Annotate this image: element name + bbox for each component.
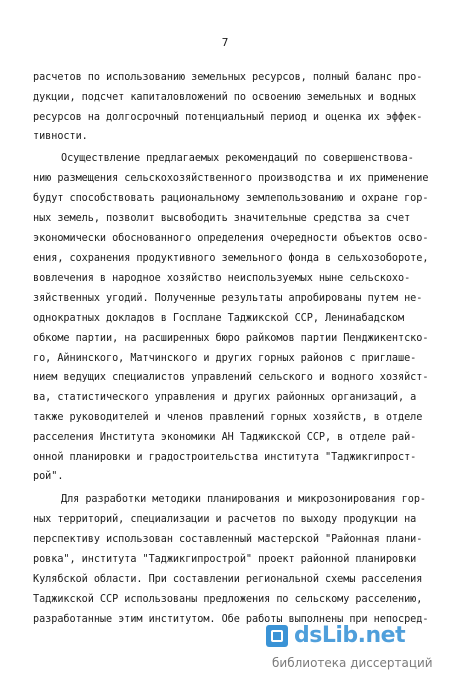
text-line: ения, сохранения продуктивного земельного фонда в сельхозобороте, <box>33 253 429 264</box>
text-line: онной планировки и градостроительства института "Таджикгипрост- <box>33 452 417 463</box>
text-line: ных земель, позволит высвободить значительные средства за счет <box>33 213 411 224</box>
text-line: обкоме партии, на расширенных бюро райкомов партии Пенджикентско- <box>33 333 429 344</box>
text-line: ва, статистического управления и других районных организаций, а <box>33 392 417 403</box>
text-line: будут способствовать рациональному землепользованию и охране гор- <box>33 193 429 204</box>
watermark-subtitle: библиотека диссертаций <box>272 656 433 670</box>
text-line: Для разработки методики планирования и микрозонирования гор- <box>61 494 427 505</box>
text-line: тивности. <box>33 131 88 142</box>
text-line: ровка", института "Таджикгипрострой" проект районной планировки <box>33 554 417 565</box>
text-line: нием ведущих специалистов управлений сельского и водного хозяйст- <box>33 372 429 383</box>
text-line: рой". <box>33 471 64 482</box>
text-line: разработанные этим институтом. Обе работы выполнены при непосред- <box>33 614 429 625</box>
text-line: перспективу использован составленный мастерской "Районная плани- <box>33 534 423 545</box>
text-line: экономически обоснованного определения очередности объектов осво- <box>33 233 429 244</box>
text-line: нию размещения сельскохозяйственного производства и их применение <box>33 173 429 184</box>
watermark-brand: dsLib.net <box>294 623 406 648</box>
text-line: дукции, подсчет капиталовложений по освоению земельных и водных <box>33 92 417 103</box>
text-line: вовлечения в народное хозяйство неиспользуемых ныне сельскохо- <box>33 273 411 284</box>
text-line: также руководителей и членов правлений горных хозяйств, в отделе <box>33 412 423 423</box>
dslib-watermark[interactable] <box>266 625 436 679</box>
text-line: ных территорий, специализации и расчетов по выходу продукции на <box>33 514 417 525</box>
text-line: ресурсов на долгосрочный потенциальный период и оценка их эффек- <box>33 112 423 123</box>
dslib-logo-icon <box>266 625 288 647</box>
page-number: 7 <box>221 36 229 49</box>
text-line: расселения Института экономики АН Таджикской ССР, в отделе рай- <box>33 432 417 443</box>
text-line: Кулябской области. При составлении региональной схемы расселения <box>33 574 423 585</box>
text-line: зяйственных угодий. Полученные результаты апробированы путем не- <box>33 293 423 304</box>
text-line: Осуществление предлагаемых рекомендаций по совершенствова- <box>61 153 414 164</box>
text-line: Таджикской ССР использованы предложения по сельскому расселению, <box>33 594 423 605</box>
text-line: расчетов по использованию земельных ресурсов, полный баланс про- <box>33 72 423 83</box>
text-line: однократных докладов в Госплане Таджикской ССР, Ленинабадском <box>33 313 405 324</box>
text-line: го, Айнинского, Матчинского и других горных районов с приглаше- <box>33 353 417 364</box>
